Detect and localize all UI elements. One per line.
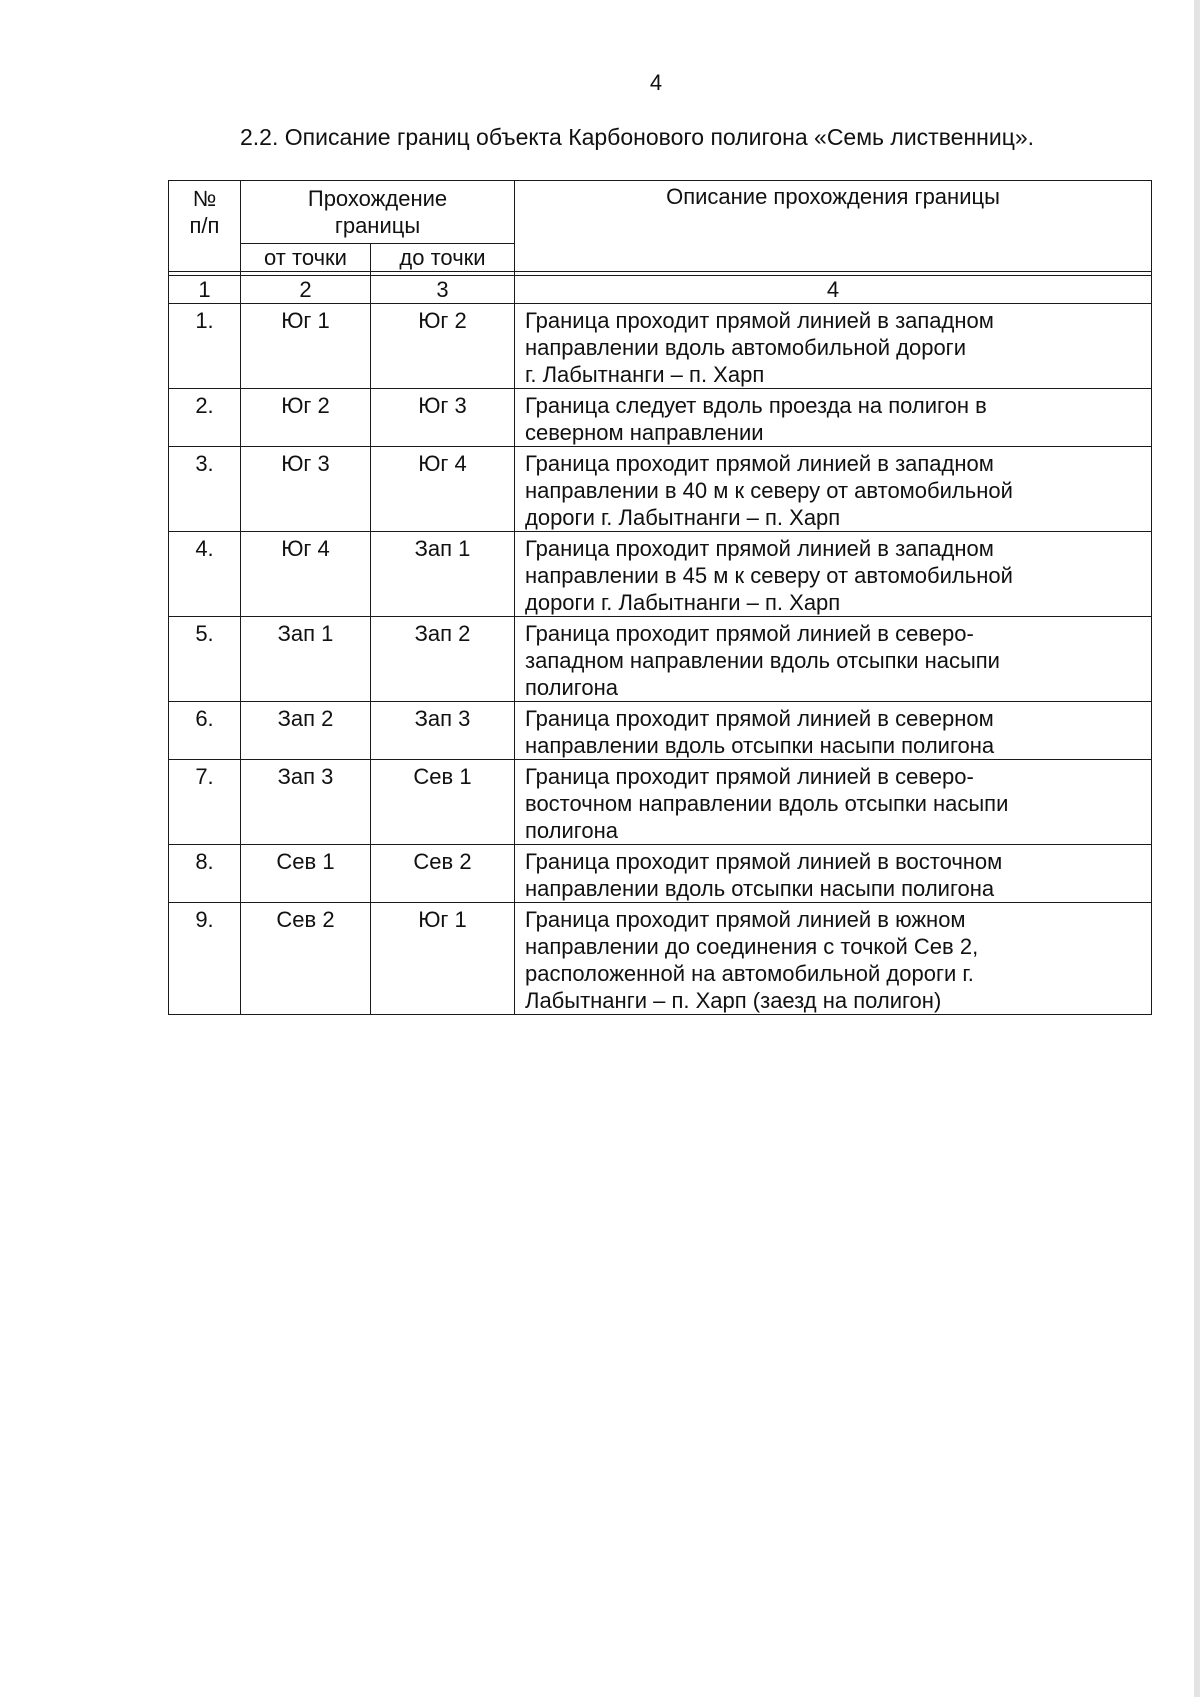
column-number: 1 xyxy=(169,276,241,304)
section-title: 2.2. Описание границ объекта Карбонового полигона «Семь лиственниц». xyxy=(240,124,1035,150)
column-numbers-row xyxy=(169,276,1152,304)
to-point: Юг 4 xyxy=(371,447,515,532)
table-row xyxy=(169,845,1152,903)
to-point: Сев 2 xyxy=(371,845,515,903)
description-line: дороги г. Лабытнанги – п. Харп xyxy=(525,590,841,615)
row-number: 5. xyxy=(169,617,241,702)
description-line: Граница проходит прямой линией в западном xyxy=(525,536,994,561)
to-point: Зап 2 xyxy=(371,617,515,702)
description-line: восточном направлении вдоль отсыпки насыпи xyxy=(525,791,1009,816)
table-row xyxy=(169,532,1152,617)
header-num-line2: п/п xyxy=(189,213,220,238)
from-point: Зап 1 xyxy=(241,617,371,702)
from-point: Зап 2 xyxy=(241,702,371,760)
table-row xyxy=(169,389,1152,447)
from-point: Сев 2 xyxy=(241,903,371,1015)
table-row xyxy=(169,760,1152,845)
boundary-description xyxy=(515,617,1152,702)
boundary-description xyxy=(515,845,1152,903)
boundary-description xyxy=(515,903,1152,1015)
from-point: Зап 3 xyxy=(241,760,371,845)
table-row xyxy=(169,617,1152,702)
boundary-description xyxy=(515,532,1152,617)
description-line: направлении вдоль отсыпки насыпи полигона xyxy=(525,733,995,758)
description-line: Граница проходит прямой линией в западном xyxy=(525,308,994,333)
boundary-description xyxy=(515,702,1152,760)
header-from-point: от точки xyxy=(241,244,371,272)
row-number: 9. xyxy=(169,903,241,1015)
from-point: Юг 2 xyxy=(241,389,371,447)
description-line: Граница следует вдоль проезда на полигон в xyxy=(525,393,987,418)
table-row xyxy=(169,903,1152,1015)
description-line: направлении до соединения с точкой Сев 2, xyxy=(525,934,979,959)
header-passage-label: Прохождение границы xyxy=(307,186,448,238)
boundary-description xyxy=(515,389,1152,447)
header-description xyxy=(515,181,1152,272)
boundary-description xyxy=(515,447,1152,532)
from-point: Сев 1 xyxy=(241,845,371,903)
row-number: 8. xyxy=(169,845,241,903)
header-to-point: до точки xyxy=(371,244,515,272)
description-line: расположенной на автомобильной дороги г. xyxy=(525,961,974,986)
description-line: Граница проходит прямой линией в западном xyxy=(525,451,994,476)
row-number: 3. xyxy=(169,447,241,532)
page-edge xyxy=(1194,0,1200,1697)
boundary-table xyxy=(168,180,1152,1015)
row-number: 1. xyxy=(169,304,241,389)
column-number: 2 xyxy=(241,276,371,304)
from-point: Юг 3 xyxy=(241,447,371,532)
description-line: Граница проходит прямой линией в восточном xyxy=(525,849,1003,874)
row-number: 7. xyxy=(169,760,241,845)
description-line: Граница проходит прямой линией в северо- xyxy=(525,621,974,646)
description-line: дороги г. Лабытнанги – п. Харп xyxy=(525,505,841,530)
to-point: Юг 1 xyxy=(371,903,515,1015)
description-line: направлении вдоль отсыпки насыпи полигона xyxy=(525,876,995,901)
boundary-description xyxy=(515,760,1152,845)
description-line: Граница проходит прямой линией в южном xyxy=(525,907,966,932)
to-point: Юг 3 xyxy=(371,389,515,447)
description-line: Граница проходит прямой линией в северном xyxy=(525,706,994,731)
description-line: северном направлении xyxy=(525,420,764,445)
table-row xyxy=(169,447,1152,532)
table-row xyxy=(169,702,1152,760)
description-line: направлении в 45 м к северу от автомобильной xyxy=(525,563,1013,588)
description-line: полигона xyxy=(525,675,618,700)
description-line: направлении в 40 м к северу от автомобильной xyxy=(525,478,1013,503)
row-number: 4. xyxy=(169,532,241,617)
row-number: 6. xyxy=(169,702,241,760)
header-num xyxy=(169,181,241,272)
description-line: западном направлении вдоль отсыпки насыпи xyxy=(525,648,1000,673)
description-line: Лабытнанги – п. Харп (заезд на полигон) xyxy=(525,988,942,1013)
description-line: полигона xyxy=(525,818,618,843)
column-number: 3 xyxy=(371,276,515,304)
row-number: 2. xyxy=(169,389,241,447)
page-number: 4 xyxy=(649,70,663,95)
from-point: Юг 1 xyxy=(241,304,371,389)
description-line: Граница проходит прямой линией в северо- xyxy=(525,764,974,789)
from-point: Юг 4 xyxy=(241,532,371,617)
header-passage xyxy=(241,181,515,244)
header-num-line1: № xyxy=(192,186,217,211)
column-number: 4 xyxy=(515,276,1152,304)
to-point: Сев 1 xyxy=(371,760,515,845)
description-line: направлении вдоль автомобильной дороги xyxy=(525,335,966,360)
to-point: Зап 1 xyxy=(371,532,515,617)
header-description-label: Описание прохождения границы xyxy=(666,184,1000,209)
to-point: Юг 2 xyxy=(371,304,515,389)
description-line: г. Лабытнанги – п. Харп xyxy=(525,362,765,387)
boundary-description xyxy=(515,304,1152,389)
table-row xyxy=(169,304,1152,389)
to-point: Зап 3 xyxy=(371,702,515,760)
